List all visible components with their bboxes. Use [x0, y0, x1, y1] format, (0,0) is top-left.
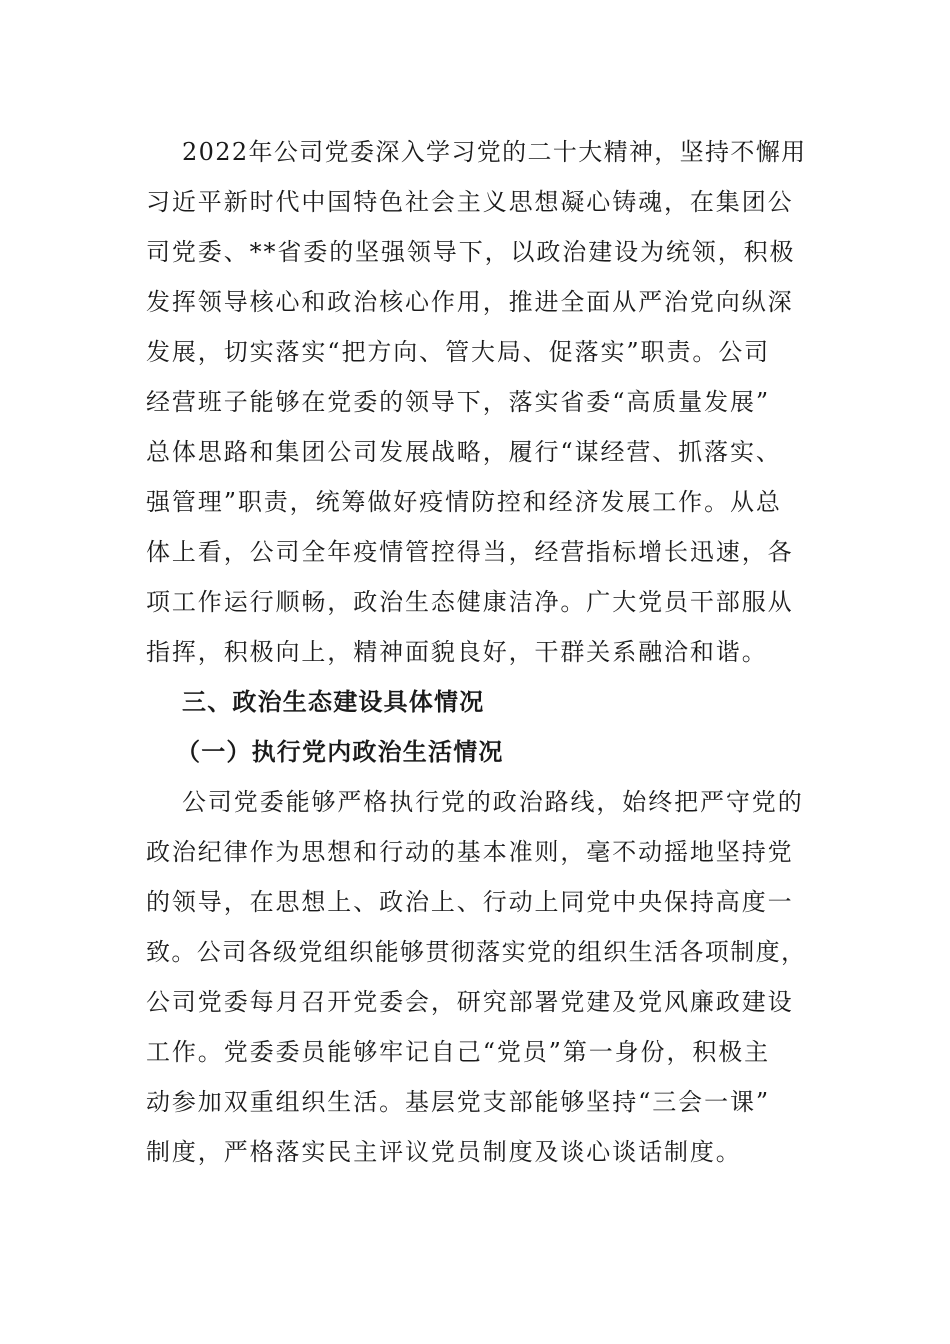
paragraph-2-line-7: 动参加双重组织生活。基层党支部能够坚持“三会一课” — [146, 1088, 771, 1116]
paragraph-1-line-7: 总体思路和集团公司发展战略，履行“谋经营、抓落实、 — [146, 438, 782, 466]
paragraph-1-line-4: 发挥领导核心和政治核心作用，推进全面从严治党向纵深 — [146, 288, 794, 316]
paragraph-2-line-4: 致。公司各级党组织能够贯彻落实党的组织生活各项制度， — [146, 938, 807, 966]
paragraph-2-line-8: 制度，严格落实民主评议党员制度及谈心谈话制度。 — [146, 1138, 742, 1166]
paragraph-2-line-5: 公司党委每月召开党委会，研究部署党建及党风廉政建设 — [146, 988, 794, 1016]
subsection-heading: （一）执行党内政治生活情况 — [176, 738, 504, 766]
paragraph-2-line-1: 公司党委能够严格执行党的政治路线，始终把严守党的 — [182, 788, 804, 816]
paragraph-1-line-8: 强管理”职责，统筹做好疫情防控和经济发展工作。从总 — [146, 488, 782, 516]
paragraph-1-line-9: 体上看，公司全年疫情管控得当，经营指标增长迅速，各 — [146, 538, 794, 566]
paragraph-2-line-2: 政治纪律作为思想和行动的基本准则，毫不动摇地坚持党 — [146, 838, 794, 866]
paragraph-1-line-10: 项工作运行顺畅，政治生态健康洁净。广大党员干部服从 — [146, 588, 794, 616]
paragraph-1-line-1: 2022年公司党委深入学习党的二十大精神，坚持不懈用 — [182, 138, 807, 166]
paragraph-2-line-6: 工作。党委委员能够牢记自己“党员”第一身份，积极主 — [146, 1038, 771, 1066]
section-heading: 三、政治生态建设具体情况 — [182, 688, 485, 716]
paragraph-1-line-3: 司党委、**省委的坚强领导下，以政治建设为统领，积极 — [146, 238, 796, 266]
paragraph-1-line-5: 发展，切实落实“把方向、管大局、促落实”职责。公司 — [146, 338, 771, 366]
paragraph-1-line-6: 经营班子能够在党委的领导下，落实省委“高质量发展” — [146, 388, 771, 416]
paragraph-1-line-2: 习近平新时代中国特色社会主义思想凝心铸魂，在集团公 — [146, 188, 794, 216]
paragraph-2-line-3: 的领导，在思想上、政治上、行动上同党中央保持高度一 — [146, 888, 794, 916]
paragraph-1-line-11: 指挥，积极向上，精神面貌良好，干群关系融洽和谐。 — [146, 638, 768, 666]
